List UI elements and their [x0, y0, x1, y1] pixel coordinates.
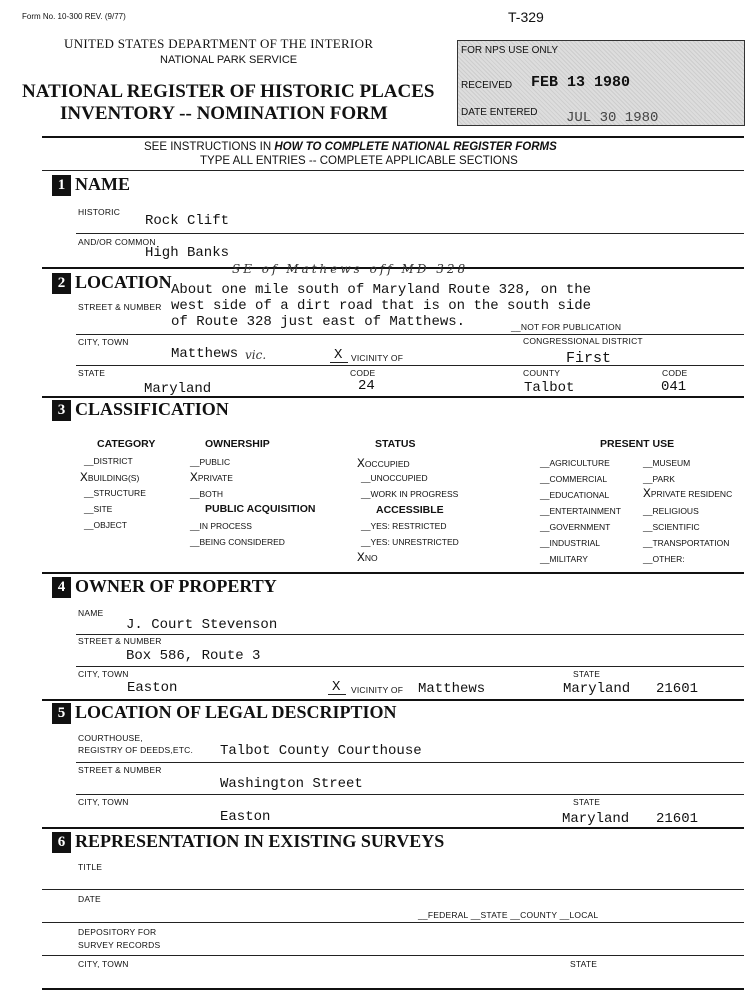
acquisition-being-considered: __BEING CONSIDERED [190, 537, 285, 547]
owner-vicinity-checkmark: X [332, 679, 341, 695]
depository-label-line1: DEPOSITORY FOR [78, 927, 157, 937]
survey-title-rule [42, 889, 744, 890]
use-park: __PARK [643, 474, 675, 484]
section-number-4: 4 [52, 577, 71, 598]
legal-street-label: STREET & NUMBER [78, 765, 162, 775]
accessible-no: XNO [357, 550, 378, 565]
section-number-2: 2 [52, 273, 71, 294]
owner-vicinity-blank [328, 694, 346, 695]
ownership-private: XPRIVATE [190, 470, 233, 485]
survey-levels: __FEDERAL __STATE __COUNTY __LOCAL [418, 910, 599, 920]
historic-label: HISTORIC [78, 207, 121, 217]
owner-city-value: Easton [127, 680, 178, 696]
date-entered-stamp: JUL 30 1980 [566, 110, 659, 126]
use-museum: __MUSEUM [643, 458, 691, 468]
received-label: RECEIVED [461, 80, 513, 91]
use-religious: __RELIGIOUS [643, 506, 699, 516]
section3-rule [42, 572, 744, 574]
form-number: Form No. 10-300 REV. (9/77) [22, 12, 126, 21]
not-for-publication: __NOT FOR PUBLICATION [511, 322, 622, 332]
present-use-header: PRESENT USE [600, 438, 675, 450]
use-entertainment: __ENTERTAINMENT [540, 506, 621, 516]
received-stamp: FEB 13 1980 [531, 74, 631, 91]
legal-street-rule [76, 794, 744, 795]
accessible-unrestricted: __YES: UNRESTRICTED [361, 537, 459, 547]
status-occupied: XOCCUPIED [357, 456, 410, 471]
legal-street-value: Washington Street [220, 776, 363, 792]
street-line-1: About one mile south of Maryland Route 328, on the [171, 282, 592, 298]
public-acquisition-header: PUBLIC ACQUISITION [205, 503, 316, 515]
section-title-legal-description: LOCATION OF LEGAL DESCRIPTION [75, 702, 397, 722]
county-code-value: 041 [661, 379, 687, 395]
use-commercial: __COMMERCIAL [540, 474, 608, 484]
section6-rule [42, 988, 744, 990]
street-rule [76, 334, 744, 335]
date-entered-label: DATE ENTERED [461, 107, 538, 118]
depository-rule [42, 955, 744, 956]
street-line-2: west side of a dirt road that is on the south side [171, 298, 592, 314]
use-government: __GOVERNMENT [540, 522, 611, 532]
section-title-name: NAME [75, 174, 130, 194]
owner-vicinity-label: VICINITY OF [351, 685, 404, 695]
document-id: T-329 [508, 9, 544, 25]
state-code-value: 24 [358, 378, 375, 394]
acquisition-in-process: __IN PROCESS [190, 521, 252, 531]
common-label: AND/OR COMMON [78, 237, 156, 247]
section5-rule [42, 827, 744, 829]
use-transportation: __TRANSPORTATION [643, 538, 730, 548]
section-number-1: 1 [52, 175, 71, 196]
county-label: COUNTY [523, 368, 561, 378]
city-town-label: CITY, TOWN [78, 337, 129, 347]
street-line-3: of Route 328 just east of Matthews. [171, 314, 466, 330]
ownership-header: OWNERSHIP [205, 438, 270, 450]
state-value: Maryland [144, 381, 212, 397]
city-value: Matthews [171, 346, 239, 362]
instructions-line1: SEE INSTRUCTIONS IN HOW TO COMPLETE NATIONAL REGISTER FORMS [144, 141, 557, 153]
section2-rule [42, 396, 744, 398]
owner-street-rule [76, 666, 744, 667]
state-code-label: CODE [350, 368, 376, 378]
survey-date-label: DATE [78, 894, 101, 904]
category-header: CATEGORY [97, 438, 156, 450]
city-rule [76, 365, 744, 366]
section-title-classification: CLASSIFICATION [75, 399, 229, 419]
department-name: UNITED STATES DEPARTMENT OF THE INTERIOR [64, 36, 374, 51]
handwritten-location-note: SE of Mathews off MD 328 [232, 262, 469, 276]
owner-state-label: STATE [573, 669, 601, 679]
county-code-label: CODE [662, 368, 688, 378]
owner-street-label: STREET & NUMBER [78, 636, 162, 646]
owner-city-label: CITY, TOWN [78, 669, 129, 679]
section-title-surveys: REPRESENTATION IN EXISTING SURVEYS [75, 831, 445, 851]
owner-street-value: Box 586, Route 3 [126, 648, 261, 664]
courthouse-label-line2: REGISTRY OF DEEDS,ETC. [78, 745, 194, 755]
status-unoccupied: __UNOCCUPIED [361, 473, 428, 483]
survey-date-rule [42, 922, 744, 923]
courthouse-rule [76, 762, 744, 763]
owner-name-rule [76, 634, 744, 635]
category-district: __DISTRICT [84, 456, 133, 466]
congressional-district-label: CONGRESSIONAL DISTRICT [523, 336, 643, 346]
courthouse-label-line1: COURTHOUSE, [78, 733, 143, 743]
service-name: NATIONAL PARK SERVICE [160, 54, 298, 66]
use-private-residence: XPRIVATE RESIDENC [643, 486, 733, 501]
use-agriculture: __AGRICULTURE [540, 458, 610, 468]
section4-rule [42, 699, 744, 701]
vicinity-checkmark: X [334, 347, 343, 363]
category-structure: __STRUCTURE [84, 488, 146, 498]
category-object: __OBJECT [84, 520, 127, 530]
owner-zip-value: 21601 [656, 681, 699, 697]
survey-title-label: TITLE [78, 862, 103, 872]
historic-rule [76, 233, 744, 234]
ownership-both: __BOTH [190, 489, 224, 499]
status-header: STATUS [375, 438, 416, 450]
status-work-in-progress: __WORK IN PROGRESS [361, 489, 459, 499]
owner-state-value: Maryland [563, 681, 631, 697]
congressional-district-value: First [566, 350, 612, 367]
instructions-line2: TYPE ALL ENTRIES -- COMPLETE APPLICABLE SECTIONS [200, 155, 518, 167]
form-title-line1: NATIONAL REGISTER OF HISTORIC PLACES [22, 81, 435, 102]
use-other: __OTHER: [643, 554, 685, 564]
use-scientific: __SCIENTIFIC [643, 522, 700, 532]
nps-use-box [457, 40, 745, 126]
legal-state-value: Maryland [562, 811, 630, 827]
accessible-restricted: __YES: RESTRICTED [361, 521, 447, 531]
use-military: __MILITARY [540, 554, 588, 564]
section-number-5: 5 [52, 703, 71, 724]
category-buildings: XBUILDING(S) [80, 470, 140, 485]
owner-name-value: J. Court Stevenson [126, 617, 278, 633]
owner-name-label: NAME [78, 608, 104, 618]
legal-zip-value: 21601 [656, 811, 699, 827]
category-site: __SITE [84, 504, 113, 514]
vicinity-label: VICINITY OF [351, 353, 404, 363]
county-value: Talbot [524, 380, 575, 396]
section-title-owner: OWNER OF PROPERTY [75, 576, 277, 596]
city-handwritten-note: vic. [245, 348, 267, 362]
instructions-rule [42, 170, 744, 171]
use-educational: __EDUCATIONAL [540, 490, 610, 500]
section-title-location: LOCATION [75, 272, 172, 292]
form-title-line2: INVENTORY -- NOMINATION FORM [60, 103, 388, 124]
street-number-label: STREET & NUMBER [78, 302, 162, 312]
ownership-public: __PUBLIC [190, 457, 231, 467]
survey-state-label: STATE [570, 959, 598, 969]
common-name-value: High Banks [145, 245, 230, 261]
legal-city-label: CITY, TOWN [78, 797, 129, 807]
state-label: STATE [78, 368, 106, 378]
owner-vicinity-value: Matthews [418, 681, 486, 697]
courthouse-value: Talbot County Courthouse [220, 743, 422, 759]
depository-label-line2: SURVEY RECORDS [78, 940, 161, 950]
header-rule [42, 136, 744, 138]
accessible-header: ACCESSIBLE [376, 504, 444, 516]
use-industrial: __INDUSTRIAL [540, 538, 600, 548]
section-number-6: 6 [52, 832, 71, 853]
section-number-3: 3 [52, 400, 71, 421]
vicinity-blank [330, 362, 348, 363]
historic-name-value: Rock Clift [145, 213, 230, 229]
legal-city-value: Easton [220, 809, 271, 825]
legal-state-label: STATE [573, 797, 601, 807]
nps-box-heading: FOR NPS USE ONLY [461, 45, 559, 56]
survey-city-label: CITY, TOWN [78, 959, 129, 969]
